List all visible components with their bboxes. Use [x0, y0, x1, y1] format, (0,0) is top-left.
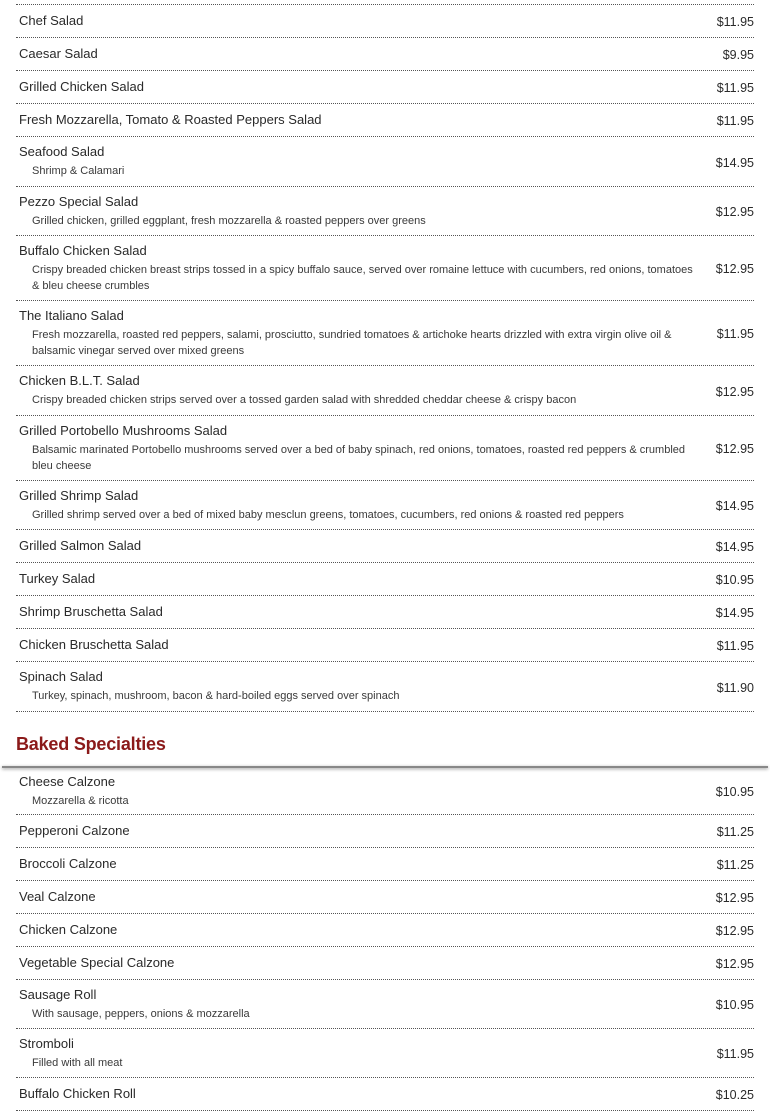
menu-item-text — [19, 194, 716, 229]
menu-item — [16, 481, 754, 530]
menu-item-description: Grilled chicken, grilled eggplant, fresh mozzarella & roasted peppers over greens — [32, 214, 426, 227]
menu-item-price: $12.95 — [715, 205, 754, 219]
menu-item-text — [19, 243, 716, 294]
menu-item-text — [19, 774, 716, 809]
menu-item-description: Filled with all meat — [32, 1056, 123, 1069]
menu-item-price: $10.95 — [715, 998, 754, 1012]
menu-item-price: $11.95 — [716, 639, 754, 653]
menu-item-text — [19, 823, 717, 839]
menu-item-price: $14.95 — [715, 499, 754, 513]
menu-item-description: Turkey, spinach, mushroom, bacon & hard-boiled eggs served over spinach — [32, 690, 400, 702]
menu-item-price: $14.95 — [715, 155, 754, 170]
menu-item-name: Stromboli — [19, 1035, 74, 1051]
menu-item-name: Grilled Shrimp Salad — [19, 487, 139, 503]
menu-item-name: Grilled Salmon Salad — [19, 538, 142, 553]
menu-item — [16, 187, 754, 236]
menu-item-price: $12.95 — [715, 891, 754, 905]
menu-item-name: Grilled Chicken Salad — [19, 79, 145, 94]
salad-list — [16, 5, 754, 712]
menu-item-text — [19, 669, 717, 704]
menu-item-text — [19, 1036, 717, 1071]
menu-item-name: Shrimp Bruschetta Salad — [19, 604, 163, 619]
menu-item-name: Grilled Portobello Mushrooms Salad — [19, 422, 228, 438]
menu-item-description: Fresh mozzarella, roasted red peppers, salami, prosciutto, sundried tomatoes & artichoke hearts drizzled with extra virgin olive oil & balsamic vinegar served over mixed greens — [32, 328, 672, 357]
menu-item — [16, 881, 754, 914]
menu-item-price: $11.95 — [716, 327, 754, 341]
menu-item — [16, 5, 754, 38]
menu-item-price: $10.95 — [715, 573, 754, 587]
menu-item-price: $11.25 — [716, 858, 754, 872]
menu-item-price: $11.95 — [716, 1047, 754, 1061]
menu-item — [16, 236, 754, 301]
menu-item-name: Chicken Calzone — [19, 922, 118, 937]
menu-item-name: Pezzo Special Salad — [19, 193, 139, 209]
menu-item-text — [19, 308, 717, 359]
menu-item-name: Seafood Salad — [19, 144, 105, 159]
menu-item-price: $12.95 — [715, 442, 754, 456]
menu-item-name: Veal Calzone — [19, 889, 96, 904]
menu-item-name: Chef Salad — [19, 13, 84, 28]
menu-item — [16, 416, 754, 481]
menu-item-text — [19, 423, 716, 474]
menu-item — [16, 914, 754, 947]
menu-item-price: $11.25 — [716, 825, 754, 839]
menu-item-price: $10.95 — [715, 785, 754, 799]
menu-item — [16, 662, 754, 712]
menu-item — [16, 563, 754, 596]
menu-item-text — [19, 604, 716, 620]
menu-item-name: Buffalo Chicken Salad — [19, 242, 147, 258]
menu-item-description: With sausage, peppers, onions & mozzarella — [32, 1007, 250, 1020]
menu-item-text — [19, 1086, 716, 1102]
menu-item — [16, 71, 754, 104]
menu-item-name: Broccoli Calzone — [19, 856, 117, 871]
menu-item — [16, 301, 754, 366]
menu-item-name: Fresh Mozzarella, Tomato & Roasted Peppers Salad — [19, 112, 322, 127]
menu-item — [16, 848, 754, 881]
menu-item — [16, 947, 754, 980]
menu-item-text — [19, 987, 716, 1022]
menu-item — [16, 1078, 754, 1111]
menu-item-price: $11.95 — [716, 81, 754, 95]
menu-item-text — [19, 13, 717, 29]
menu-item-name: Buffalo Chicken Roll — [19, 1086, 136, 1101]
menu-item-name: Cheese Calzone — [19, 773, 116, 789]
menu-item-text — [19, 46, 723, 62]
menu-item-description: Shrimp & Calamari — [32, 165, 125, 177]
menu-item — [16, 596, 754, 629]
menu-item-name: Chicken Bruschetta Salad — [19, 637, 169, 652]
menu-item-description: Balsamic marinated Portobello mushrooms served over a bed of baby spinach, red onions, tomatoes, roasted red peppers & crumbled bleu cheese — [32, 443, 686, 472]
menu-item-name: Caesar Salad — [19, 46, 98, 61]
menu-item-text — [19, 955, 716, 971]
menu-item — [16, 366, 754, 416]
menu-item — [16, 104, 754, 137]
menu-item-name: Turkey Salad — [19, 571, 96, 586]
menu-item-price: $12.95 — [715, 262, 754, 276]
menu-item-text — [19, 922, 716, 938]
menu-item — [16, 38, 754, 71]
menu-item — [16, 768, 754, 815]
menu-item-text — [19, 79, 717, 95]
menu-item-price: $12.95 — [715, 924, 754, 938]
menu-item-name: The Italiano Salad — [19, 307, 124, 323]
menu-item-text — [19, 488, 716, 523]
menu-item-text — [19, 112, 717, 128]
menu-item-description: Crispy breaded chicken breast strips tossed in a spicy buffalo sauce, served over romaine lettuce with cucumbers, red onions, tomatoes & bleu cheese crumbles — [32, 263, 693, 292]
baked-list — [16, 768, 754, 1111]
menu-item-price: $12.95 — [715, 957, 754, 971]
menu-item-price: $11.90 — [716, 680, 754, 695]
menu-item-text — [19, 856, 717, 872]
menu-item-text — [19, 889, 716, 905]
menu-item-name: Vegetable Special Calzone — [19, 955, 175, 970]
menu-item — [16, 530, 754, 563]
menu-item-price: $14.95 — [715, 606, 754, 620]
menu-item — [16, 1029, 754, 1078]
menu-item-name: Chicken B.L.T. Salad — [19, 373, 140, 388]
menu-item-description: Crispy breaded chicken strips served over a tossed garden salad with shredded cheddar cheese & crispy bacon — [32, 394, 577, 406]
menu-item — [16, 137, 754, 187]
menu-item-price: $10.25 — [715, 1088, 754, 1102]
menu-item-name: Pepperoni Calzone — [19, 823, 130, 838]
menu-item — [16, 815, 754, 848]
menu-item-text — [19, 637, 717, 653]
menu-item-text — [19, 538, 716, 554]
menu-item-price: $14.95 — [715, 540, 754, 554]
section-title-baked-specialties: Baked Specialties — [16, 734, 166, 754]
menu-item-text — [19, 571, 716, 587]
menu-item-description: Grilled shrimp served over a bed of mixed baby mesclun greens, tomatoes, cucumbers, red onions & roasted red peppers — [32, 508, 624, 521]
menu-item — [16, 629, 754, 662]
menu-item-price: $11.95 — [716, 15, 754, 29]
menu-item — [16, 980, 754, 1029]
menu-item-text — [19, 373, 716, 408]
menu-item-name: Sausage Roll — [19, 986, 97, 1002]
menu-item-text — [19, 144, 716, 179]
menu-item-name: Spinach Salad — [19, 669, 103, 684]
menu-item-description: Mozzarella & ricotta — [32, 794, 129, 807]
menu-item-price: $9.95 — [722, 48, 754, 62]
menu-item-price: $11.95 — [716, 114, 754, 128]
menu-item-price: $12.95 — [715, 384, 754, 399]
